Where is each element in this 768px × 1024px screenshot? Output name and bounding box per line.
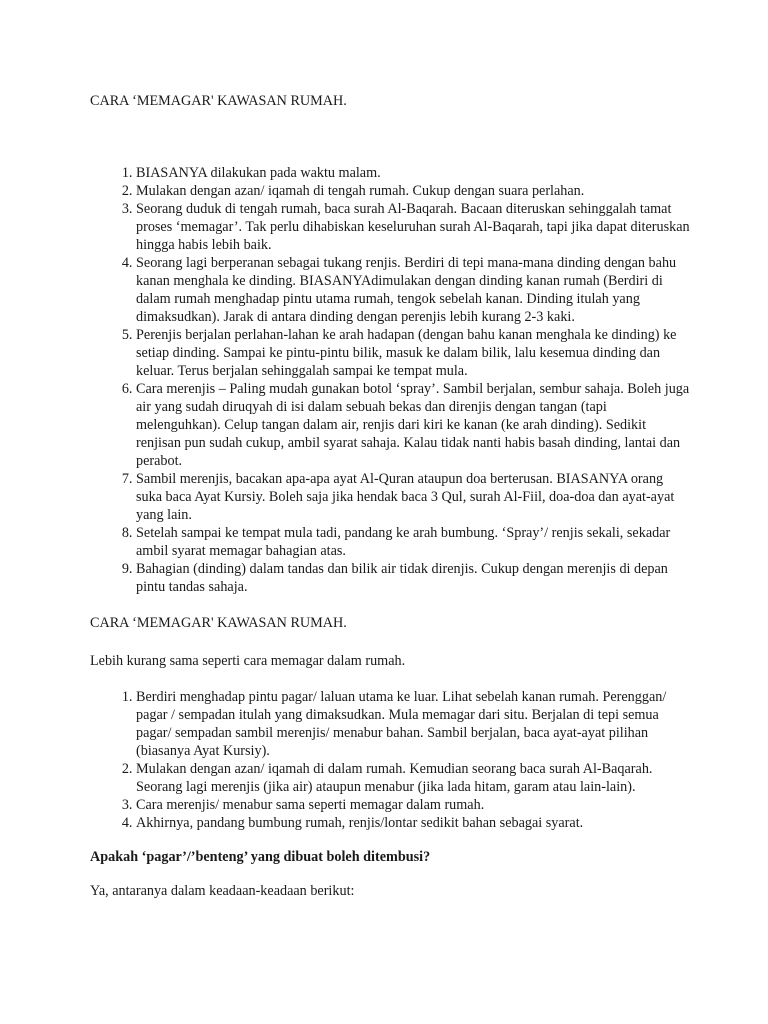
document-content <box>90 92 690 900</box>
section-2-intro: Lebih kurang sama seperti cara memagar dalam rumah. <box>90 653 406 669</box>
list-item: 5. Perenjis berjalan perlahan-lahan ke arah hadapan (dengan bahu kanan menghala ke dinding) ke setiap dinding. Sampai ke pintu-pintu bilik, masuk ke dalam bilik, lalu kesemua dinding dan keluar. Terus berjalan sehinggalah sampai ke tempat mula. <box>136 326 690 380</box>
list-item: 6. Cara merenjis – Paling mudah gunakan botol ‘spray’. Sambil berjalan, sembur sahaja. Boleh juga air yang sudah diruqyah di isi dalam sebuah bekas dan direnjis dengan tangan (tapi melenguhkan). Celup tangan dalam air, renjis dari kiri ke kanan (ke arah dinding). Sedikit renjisan pun sudah cukup, ambil syarat sahaja. Kalau tidak nanti habis basah dinding, lantai dan perabot. <box>136 380 690 470</box>
section-2-title: CARA ‘MEMAGAR' KAWASAN RUMAH. <box>90 615 347 631</box>
list-item: 3. Cara merenjis/ menabur sama seperti memagar dalam rumah. <box>136 796 690 814</box>
list-item: 2. Mulakan dengan azan/ iqamah di dalam rumah. Kemudian seorang baca surah Al-Baqarah. Seorang lagi merenjis (jika air) ataupun menabur (jika lada hitam, garam atau lain-lain). <box>136 760 690 796</box>
section-3-answer: Ya, antaranya dalam keadaan-keadaan berikut: <box>90 883 355 899</box>
list-item: 7. Sambil merenjis, bacakan apa-apa ayat Al-Quran ataupun doa berterusan. BIASANYA orang suka baca Ayat Kursiy. Boleh saja jika hendak baca 3 Qul, surah Al-Fiil, doa-doa dan ayat-ayat yang lain. <box>136 470 690 524</box>
list-item: 3. Seorang duduk di tengah rumah, baca surah Al-Baqarah. Bacaan diteruskan sehinggalah tamat proses ‘memagar’. Tak perlu dihabiskan keseluruhan surah Al-Baqarah, tapi jika dapat diteruskan hingga habis lebih baik. <box>136 200 690 254</box>
section-1-list <box>90 164 690 596</box>
list-item: 9. Bahagian (dinding) dalam tandas dan bilik air tidak direnjis. Cukup dengan merenjis di depan pintu tandas sahaja. <box>136 560 690 596</box>
list-item: 1. Berdiri menghadap pintu pagar/ laluan utama ke luar. Lihat sebelah kanan rumah. Perenggan/ pagar / sempadan itulah yang dimaksudkan. Mula memagar dari situ. Berjalan di tepi semua pagar/ sempadan sambil merenjis/ menabur bahan. Sambil berjalan, baca ayat-ayat pilihan (biasanya Ayat Kursiy). <box>136 688 690 760</box>
list-item: 1. BIASANYA dilakukan pada waktu malam. <box>136 164 690 182</box>
section-2-list <box>90 688 690 832</box>
section-3-question: Apakah ‘pagar’/’benteng’ yang dibuat boleh ditembusi? <box>90 849 431 865</box>
section-1-title: CARA ‘MEMAGAR' KAWASAN RUMAH. <box>90 93 347 109</box>
list-item: 4. Seorang lagi berperanan sebagai tukang renjis. Berdiri di tepi mana-mana dinding dengan bahu kanan menghala ke dinding. BIASANYAdimulakan dengan dinding kanan rumah (Berdiri di dalam rumah menghadap pintu utama rumah, tengok sebelah kanan. Dinding itulah yang dimaksudkan). Jarak di antara dinding dengan perenjis lebih kurang 2-3 kaki. <box>136 254 690 326</box>
list-item: 2. Mulakan dengan azan/ iqamah di tengah rumah. Cukup dengan suara perlahan. <box>136 182 690 200</box>
list-item: 4. Akhirnya, pandang bumbung rumah, renjis/lontar sedikit bahan sebagai syarat. <box>136 814 690 832</box>
list-item: 8. Setelah sampai ke tempat mula tadi, pandang ke arah bumbung. ‘Spray’/ renjis sekali, sekadar ambil syarat memagar bahagian atas. <box>136 524 690 560</box>
